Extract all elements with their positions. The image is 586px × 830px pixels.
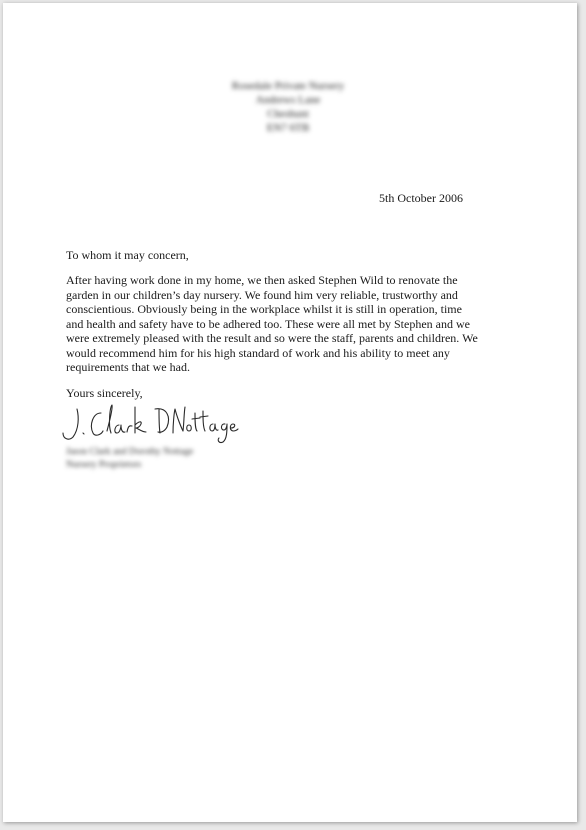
- letter-page: [3, 3, 577, 822]
- signer-line: Jason Clark and Dorothy Nottage: [66, 447, 194, 457]
- body-line: After having work done in my home, we then asked Stephen Wild to renovate the: [66, 273, 458, 287]
- salutation: To whom it may concern,: [66, 248, 189, 262]
- handwritten-signature: [55, 399, 245, 445]
- body-line: were extremely pleased with the result and so were the staff, parents and children. We: [66, 331, 478, 345]
- sender-address: [173, 79, 403, 135]
- signer-line: Nursery Proprietors: [66, 460, 142, 470]
- body-line: requirements that we had.: [66, 360, 190, 374]
- address-line: Rosedale Private Nursery: [231, 80, 345, 92]
- body-line: conscientious. Obviously being in the workplace whilst it is still in operation, time: [66, 302, 462, 316]
- closing: Yours sincerely,: [66, 386, 143, 400]
- body-line: would recommend him for his high standard of work and his ability to meet any: [66, 345, 450, 360]
- body-line: and health and safety have to be adhered too. These were all met by Stephen and we: [66, 316, 470, 331]
- body-line: garden in our children’s day nursery. We found him very reliable, trustworthy and: [66, 287, 458, 302]
- letter-body: [66, 273, 486, 375]
- address-line: EN7 6TB: [266, 122, 310, 134]
- signer-details: [66, 446, 193, 472]
- letter-date: 5th October 2006: [379, 191, 463, 205]
- address-line: Andrews Lane: [255, 94, 321, 106]
- address-line: Cheshunt: [267, 108, 309, 120]
